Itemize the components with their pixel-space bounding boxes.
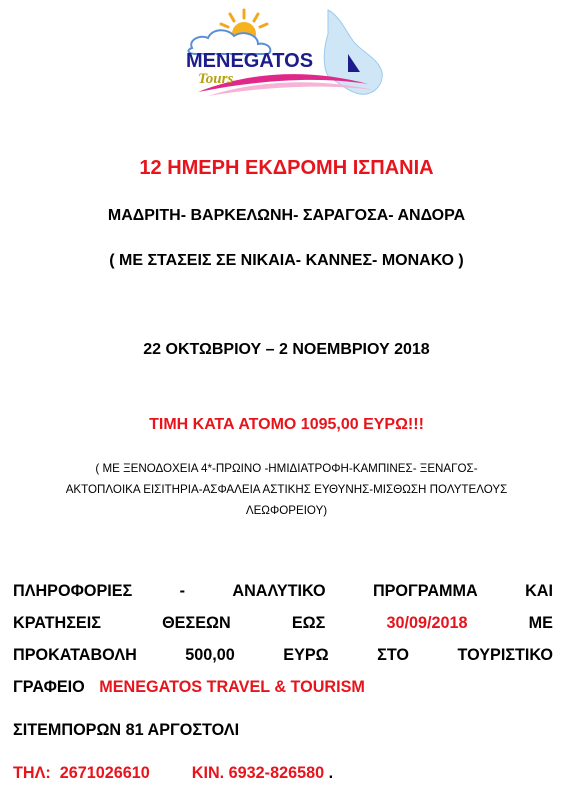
info-word: ΚΡΑΤΗΣΕΙΣ (13, 614, 101, 632)
info-word: ΑΝΑΛΥΤΙΚΟ (232, 582, 326, 600)
logo-brand-text: MENEGATOS (186, 50, 314, 72)
logo-sub-text: Tours (198, 71, 234, 87)
company-logo (178, 6, 388, 98)
trip-title: 12 ΗΜΕΡΗ ΕΚΔΡΟΜΗ ΙΣΠΑΝΙΑ (139, 157, 434, 179)
includes-line: ( ΜΕ ΞΕΝΟΔΟΧΕΙΑ 4*-ΠΡΩΙΝΟ -ΗΜΙΔΙΑΤΡΟΦΗ-ΚΑΜΠΙΝΕΣ- ΞΕΝΑΓΟΣ- (95, 462, 478, 475)
booking-deadline: 30/09/2018 (386, 614, 468, 632)
info-word: ΣΤΟ (377, 646, 410, 664)
includes-line: ΛΕΩΦΟΡΕΙΟΥ) (245, 504, 328, 517)
info-line-1 (13, 582, 553, 601)
info-word: ΕΩΣ (291, 614, 326, 632)
info-word: 500,00 (185, 646, 235, 664)
trip-stops: ( ΜΕ ΣΤΑΣΕΙΣ ΣΕ ΝΙΚΑΙΑ- ΚΑΝΝΕΣ- ΜΟΝΑΚΟ ) (109, 252, 464, 269)
info-word: ΚΑΙ (525, 582, 553, 600)
info-word: ΠΛΗΡΟΦΟΡΙΕΣ (13, 582, 133, 600)
phone-number: ΤΗΛ: 2671026610 (13, 764, 150, 782)
info-word: ΓΡΑΦΕΙΟ (13, 678, 85, 696)
info-line-2 (13, 614, 553, 633)
agency-name: MENEGATOS TRAVEL & TOURISM (99, 678, 365, 696)
trip-price: ΤΙΜΗ ΚΑΤΑ ΑΤΟΜΟ 1095,00 ΕΥΡΩ!!! (149, 416, 424, 433)
info-line-4 (13, 678, 553, 697)
info-word: ΘΕΣΕΩΝ (162, 614, 231, 632)
trip-dates: 22 ΟΚΤΩΒΡΙΟΥ – 2 ΝΟΕΜΒΡΙΟΥ 2018 (143, 341, 430, 358)
agency-address: ΣΙΤΕΜΠΟΡΩΝ 81 ΑΡΓΟΣΤΟΛΙ (13, 721, 240, 739)
includes-line: ΑΚΤΟΠΛΟΙΚΑ ΕΙΣΙΤΗΡΙΑ-ΑΣΦΑΛΕΙΑ ΑΣΤΙΚΗΣ ΕΥΘΥΝΗΣ-ΜΙΣΘΩΣΗ ΠΟΛΥΤΕΛΟΥΣ (65, 483, 508, 496)
phones-end: . (324, 764, 334, 782)
trip-includes (20, 458, 553, 521)
info-line-3 (13, 646, 553, 665)
info-word: ΠΡΟΚΑΤΑΒΟΛΗ (13, 646, 137, 664)
info-word: ΤΟΥΡΙΣΤΙΚΟ (457, 646, 553, 664)
info-word: ΠΡΟΓΡΑΜΜΑ (372, 582, 478, 600)
trip-route: ΜΑΔΡΙΤΗ- ΒΑΡΚΕΛΩΝΗ- ΣΑΡΑΓΟΣΑ- ΑΝΔΟΡΑ (107, 207, 466, 224)
info-word: - (179, 582, 186, 600)
contact-phones (13, 764, 333, 783)
info-word: ΕΥΡΩ (283, 646, 329, 664)
mobile-number: ΚΙΝ. 6932-826580 (191, 764, 325, 782)
info-word: ΜΕ (528, 614, 553, 632)
